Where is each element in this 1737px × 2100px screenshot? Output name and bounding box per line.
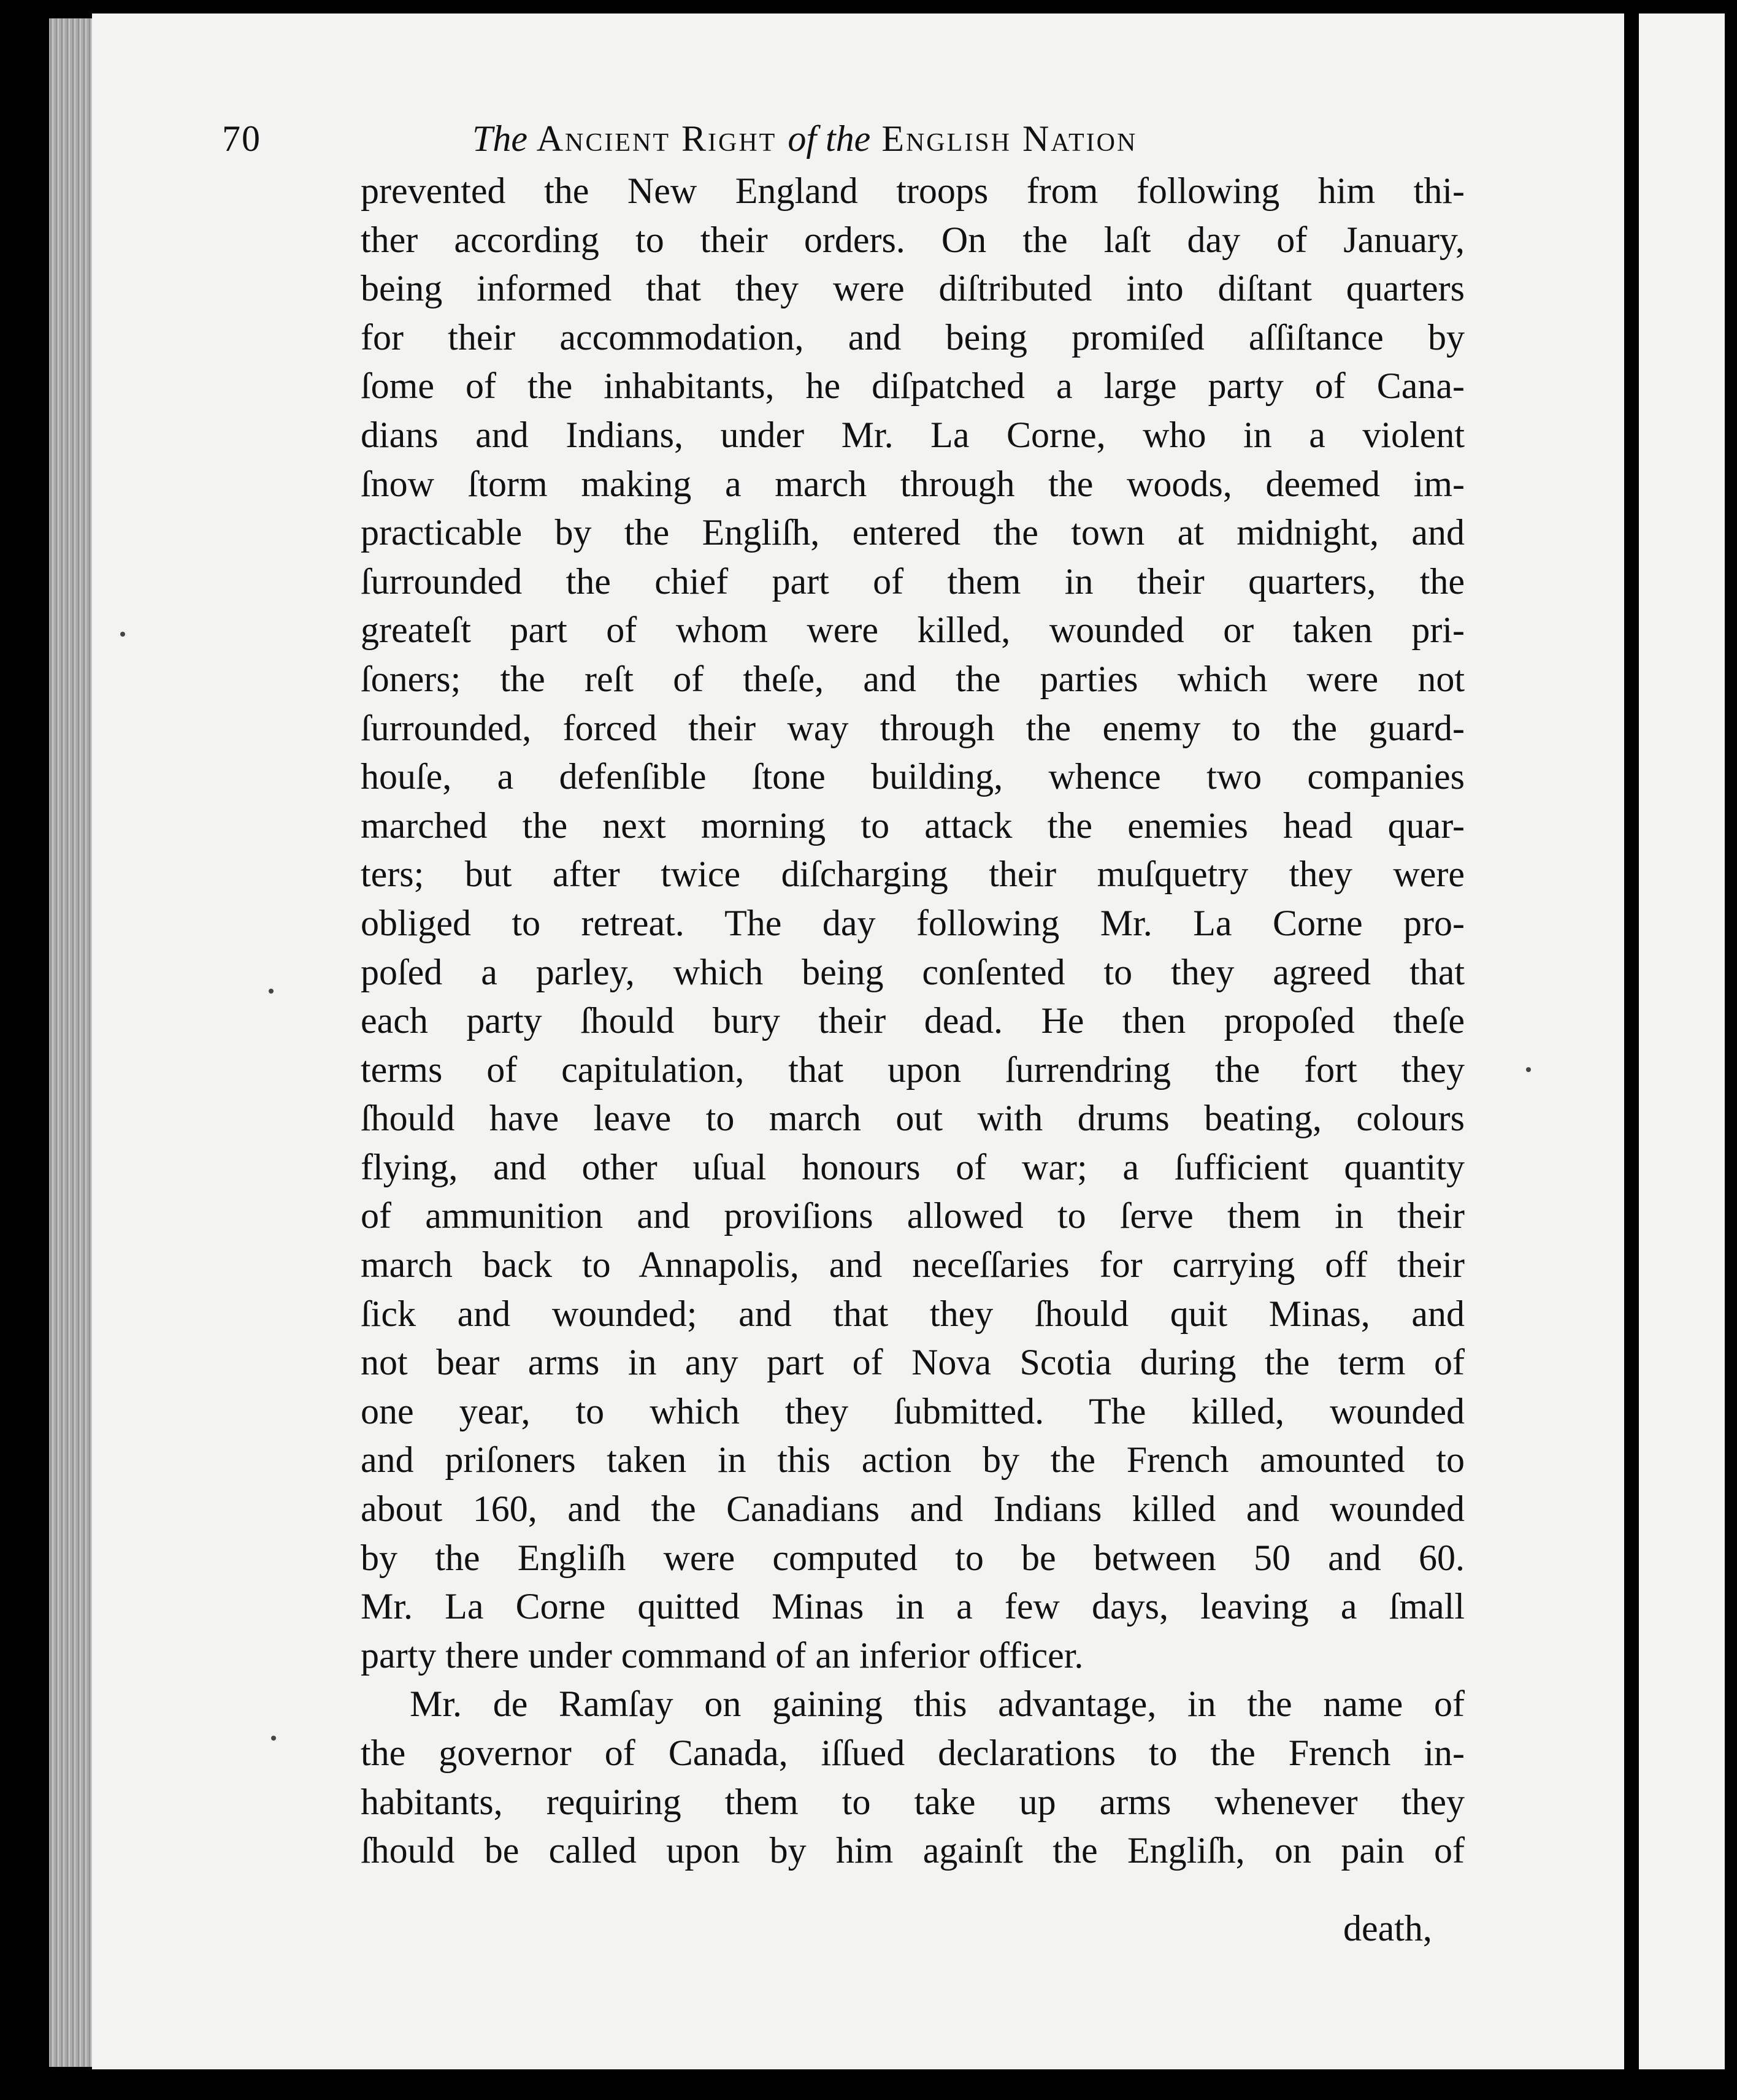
text-line: ſnow ſtorm making a march through the woods, deemed im- (361, 463, 1465, 504)
page-gutter (1625, 13, 1639, 2069)
text-line: the governor of Canada, iſſued declarations to the French in- (361, 1733, 1465, 1773)
text-line: ſhould be called upon by him againſt the Engliſh, on pain of (361, 1830, 1465, 1871)
running-head-english-nation: English Nation (881, 118, 1138, 159)
text-line: habitants, requiring them to take up arms whenever they (361, 1781, 1465, 1822)
text-line: not bear arms in any part of Nova Scotia during the term of (361, 1342, 1465, 1383)
text-line: ſhould have leave to march out with drums beating, colours (361, 1098, 1465, 1139)
text-line: prevented the New England troops from following him thi- (361, 171, 1465, 211)
text-line: poſed a parley, which being conſented to they agreed that (361, 951, 1465, 992)
running-head-ancient-right: Ancient Right (536, 118, 777, 159)
text-line: one year, to which they ſubmitted. The killed, wounded (361, 1390, 1465, 1431)
text-line: Mr. La Corne quitted Minas in a few days, leaving a ſmall (361, 1586, 1465, 1627)
text-line: terms of capitulation, that upon ſurrendring the fort they (361, 1049, 1465, 1090)
text-line: ſoners; the reſt of theſe, and the parties which were not (361, 658, 1465, 699)
paper-speck (269, 989, 274, 994)
page-number: 70 (222, 118, 261, 159)
text-line: obliged to retreat. The day following Mr. La Corne pro- (361, 902, 1465, 943)
running-head-article: The (472, 118, 527, 159)
text-line: ſurrounded the chief part of them in their quarters, the (361, 561, 1465, 602)
text-line: greateſt part of whom were killed, wounded or taken pri- (361, 610, 1465, 651)
text-line: practicable by the Engliſh, entered the town at midnight, and (361, 512, 1465, 553)
text-line: marched the next morning to attack the enemies head quar- (361, 805, 1465, 846)
text-line: ſurrounded, forced their way through the enemy to the guard- (361, 707, 1465, 748)
text-line: houſe, a defenſible ſtone building, whence two companies (361, 756, 1465, 797)
text-line: dians and Indians, under Mr. La Corne, who in a violent (361, 414, 1465, 455)
text-line: of ammunition and proviſions allowed to ſerve them in their (361, 1195, 1465, 1236)
facing-page-edge (1639, 13, 1725, 2069)
text-line: ters; but after twice diſcharging their muſquetry they were (361, 854, 1465, 895)
paper-speck (120, 632, 125, 637)
catchword: death, (1343, 1908, 1432, 1949)
text-line: march back to Annapolis, and neceſſaries for carrying off their (361, 1244, 1465, 1286)
text-line: being informed that they were diſtributed into diſtant quarters (361, 268, 1465, 309)
text-line: and priſoners taken in this action by the French amounted to (361, 1439, 1465, 1481)
text-line: about 160, and the Canadians and Indians killed and wounded (361, 1489, 1465, 1530)
text-line: by the Engliſh were computed to be between 50 and 60. (361, 1537, 1465, 1578)
text-line: ſick and wounded; and that they ſhould quit Minas, and (361, 1293, 1465, 1334)
body-text (361, 167, 1465, 1876)
running-head-of-the: of the (788, 118, 871, 159)
text-line: each party ſhould bury their dead. He then propoſed theſe (361, 1000, 1465, 1041)
text-line: ther according to their orders. On the laſt day of January, (361, 219, 1465, 260)
text-line: Mr. de Ramſay on gaining this advantage, in the name of (410, 1684, 1465, 1725)
text-line: ſome of the inhabitants, he diſpatched a large party of Cana- (361, 366, 1465, 407)
book-page-edges (49, 18, 98, 2067)
paper-speck (1526, 1067, 1531, 1072)
text-line: for their accommodation, and being promiſed aſſiſtance by (361, 316, 1465, 358)
text-line: party there under command of an inferior officer. (361, 1634, 1084, 1676)
running-head (472, 118, 1137, 160)
text-line: flying, and other uſual honours of war; a ſufficient quantity (361, 1146, 1465, 1187)
paper-speck (271, 1736, 276, 1741)
